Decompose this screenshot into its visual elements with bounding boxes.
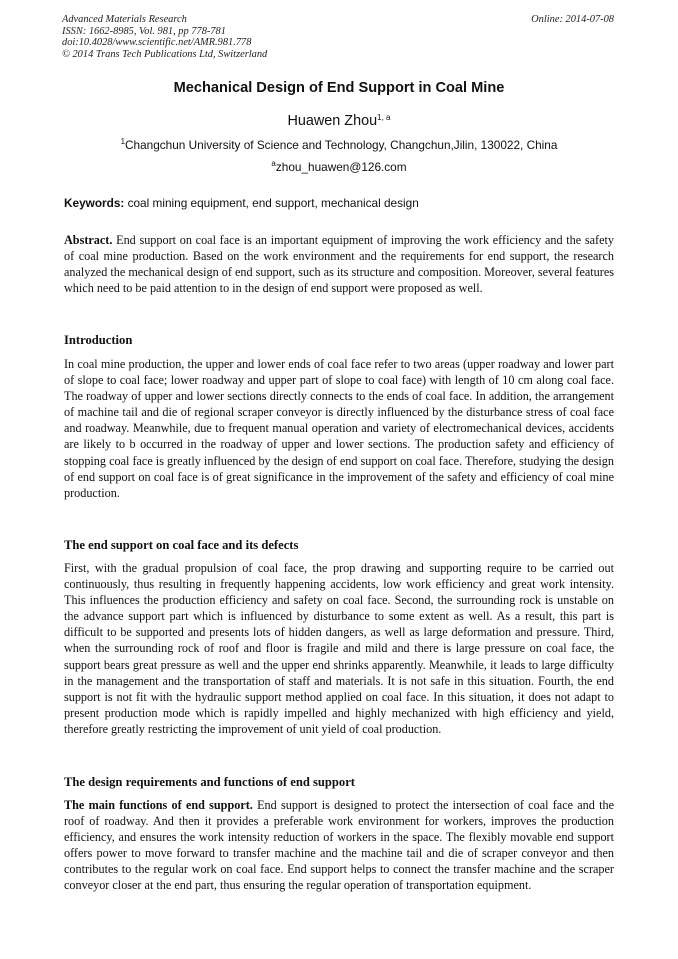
affiliation-superscript: 1 [120, 137, 126, 146]
email-text: zhou_huawen@126.com [275, 160, 407, 174]
section-heading: The design requirements and functions of end support [64, 775, 355, 789]
abstract-text: End support on coal face is an important equipment of improving the work efficiency and the safety of coal mine production. Based on the work environment and the requirements for end support, the research analyzed the mechanical design of end support, such as its structure and composition. Moreover, several features which need to be paid attention to in the design of end support were proposed as well. [64, 233, 614, 296]
copyright: © 2014 Trans Tech Publications Ltd, Switzerland [62, 48, 268, 60]
journal-name: Advanced Materials Research [62, 14, 187, 25]
email-superscript: a [271, 159, 276, 168]
paper-title: Mechanical Design of End Support in Coal Mine [173, 80, 505, 96]
author-name: Huawen Zhou [287, 113, 378, 129]
section-body: In coal mine production, the upper and lower ends of coal face refer to two areas (upper roadway and lower part of slope to coal face; lower roadway and upper part of slope to coal face) with length of 10 cm along coal face. The roadway of upper and lower sections directly connects to the ends of coal face. In addition, the arrangement of machine tail and die of regional scraper conveyor is directly influenced by the disturbance stress of coal face and roadway. Meanwhile, due to frequent manual operation and variety of electromechanical devices, accidents are likely to b occurred in the roadway of upper and lower sections. The production safety and efficiency of stopping coal face is greatly influenced by the design of end support on coal face. Therefore, studying the design of end support on coal face is of great significance in the improvement of the safety and efficiency of coal mine production. [64, 357, 614, 500]
section-heading: The end support on coal face and its defects [64, 538, 299, 552]
subsection-lead: The main functions of end support. [64, 798, 253, 812]
keywords [64, 196, 614, 210]
keywords-text: coal mining equipment, end support, mechanical design [124, 196, 419, 210]
online-date: Online: 2014-07-08 [531, 14, 614, 25]
section-body: First, with the gradual propulsion of coal face, the prop drawing and supporting require to be carried out continuously, thus resulting in frequently happening accidents, low work efficiency and great work intensity. This influences the production efficiency and safety on coal face. Second, the surrounding rock is unstable on the advance support part which is influenced by disturbance to some extent as well. As a result, this part is difficult to be supported and presents lots of hidden dangers, as well as large deformation and pressure. Third, when the surrounding rock of roof and floor is fragile and mild and there is large pressure on coal face, the support bears great pressure as well and the upper end shrinks apparently. Meanwhile, it leads to large difficulty in the management and the transportation of staff and materials. It is not safe in this situation. Fourth, the end support is not fit with the hydraulic support method applied on coal face. In this situation, it does not adapt to present production mode which is rapidly impelled and highly mechanized with high efficiency and yield, therefore greatly restricting the improvement of unit yield of coal production. [64, 561, 614, 736]
section-heading: Introduction [64, 333, 133, 347]
abstract [64, 232, 614, 296]
section-body [64, 797, 614, 894]
affiliation [0, 138, 678, 152]
author-line [0, 113, 678, 129]
abstract-label: Abstract. [64, 233, 113, 247]
keywords-label: Keywords: [64, 196, 125, 210]
author-email [0, 160, 678, 174]
author-superscript: 1, a [377, 113, 391, 122]
subsection-text: End support is designed to protect the intersection of coal face and the roof of roadway. And then it provides a preferable work environment for workers, improves the production efficiency, and ensures the work intensity reduction of workers in the space. The flexibly movable end support offers power to move forward to transfer machine and the machine tail and die of scraper conveyor and then contributes to the regular work on coal face. End support helps to connect the transfer machine and the scraper conveyor closer at the end part, thus ensuring the regular operation of transportation equipment. [64, 798, 614, 893]
publication-info [62, 14, 267, 60]
doi: doi:10.4028/www.scientific.net/AMR.981.778 [62, 37, 252, 49]
affiliation-text: Changchun University of Science and Technology, Changchun,Jilin, 130022, China [125, 138, 558, 152]
issn: ISSN: 1662-8985, Vol. 981, pp 778-781 [62, 25, 226, 37]
